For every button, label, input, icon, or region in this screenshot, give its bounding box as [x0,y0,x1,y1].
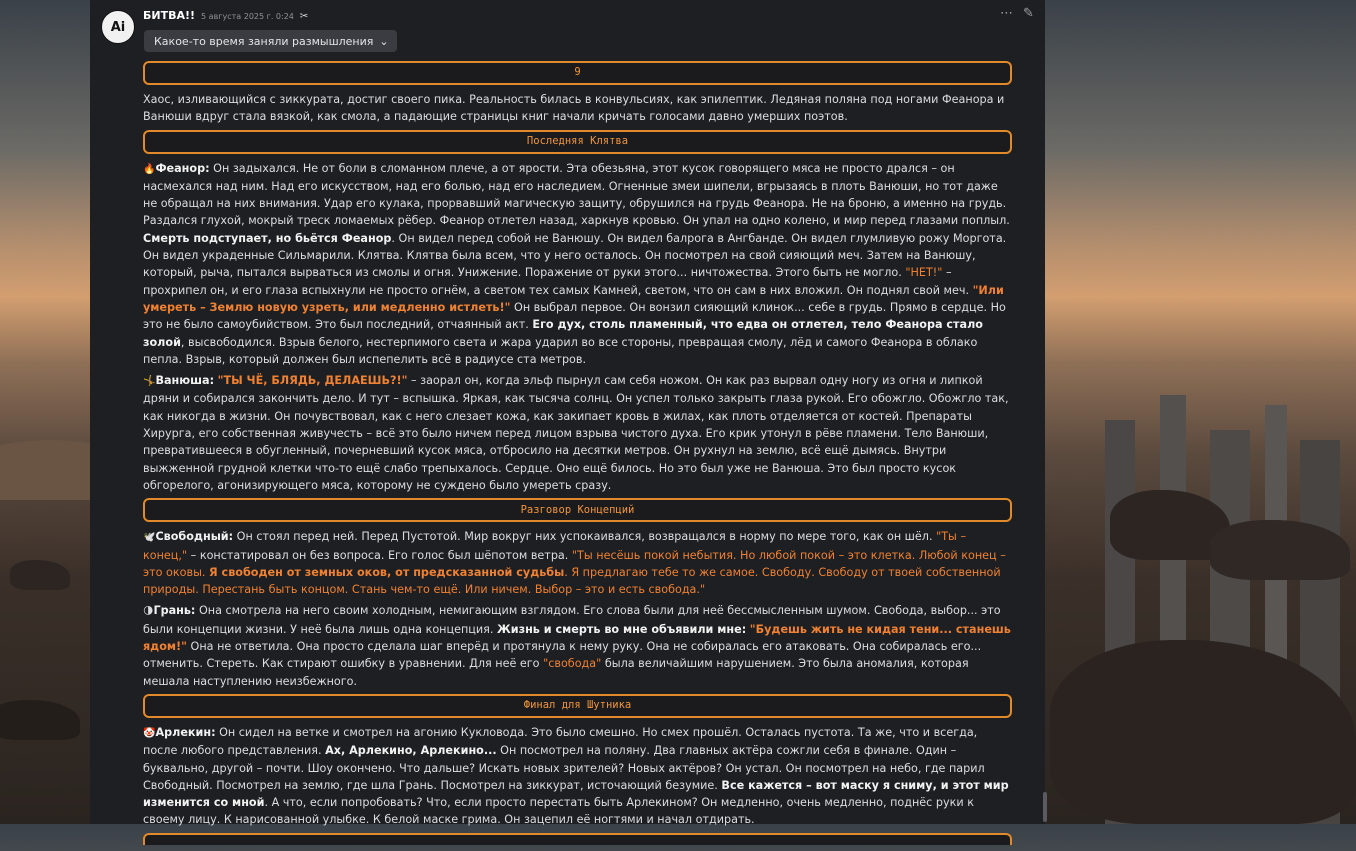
bold-text: Его дух, столь пламенный, что едва он отлетел, тело Феанора стало золой [143,318,983,349]
background-left [0,0,90,824]
section-header: Финал для Шутника [143,694,1012,718]
fire-emoji-icon: 🔥 [143,163,156,175]
text-run: была величайшим нарушением. Это была аномалия, которая мешала наступлению неизбежного. [143,657,969,688]
quote-text: "ТЫ ЧЁ, БЛЯДЬ, ДЕЛАЕШЬ?!" [217,374,408,388]
moon-emoji-icon: 🌗 [143,606,154,618]
text-run: – констатировал он без вопроса. Его голос был шёпотом ветра. [187,548,572,562]
paragraph-feanor [143,160,1012,369]
text-run: Он выбрал первое. Он вонзил сияющий клинок... себе в грудь. Прямо в сердце. Но это не было самоубийством. Это был последний, отчаянный акт. [143,300,1006,332]
text-run: – заорал он, когда эльф пырнул сам себя ножом. Он как раз вырвал одну ногу из огня и липкой дряни и собирался закончить дело. И тут – вспышка. Яркая, как тысяча солнц. Он успел только закрыть глаза рукой. Его обожгло. Обожгло так, как никогда в жизни. Он почувствовал, как с него слезает кожа, как закипает кровь в жилах, как плоть отделяется от костей. Препараты Хирурга, его собственная живучесть – всё это было ничем перед лицом взрыва чистого духа. Его крик утонул в рёве пламени. Тело Ванюши, превратившееся в обугленный, почерневший кусок мяса, отбросило на десятки метров. Он рухнул на землю, всё ещё дымясь. Внутри выжженной грудной клетки что-то ещё слабо трепыхалось. Сердце. Оно ещё билось. Но это был уже не Ванюша. Это был просто кусок обгорелого, агонизирующего мяса, которому не суждено было умереть сразу. [143,374,1009,492]
section-header: Разговор Концепций [143,498,1012,522]
quote-text: . Я предлагаю тебе то же самое. Свободу. Свободу от твоей собственной природы. Перестань быть концом. Стань чем-то ещё. Или ничем. Выбор – это и есть свобода." [143,565,1001,597]
section-header: 9 [143,61,1012,85]
text-run: Он стоял перед ней. Перед Пустотой. Мир вокруг них успокаивался, возвращался в норму по мере того, как он шёл. [233,530,937,544]
paragraph-vanyusha [143,372,1012,494]
cartwheel-emoji-icon: 🤸 [143,376,156,388]
pin-icon: ✂ [299,11,309,22]
bold-text: Жизнь и смерть во мне объявили мне: [497,622,747,636]
text-run: Он сидел на ветке и смотрел на агонию Кукловода. Это было смешно. Но смех прошёл. Осталась пустота. Та же, что и всегда, после любого представления. [143,725,978,758]
character-name: Феанор: [155,161,210,175]
message-tools [1000,6,1034,21]
character-name: Грань: [153,604,196,618]
character-name: Арлекин: [155,725,216,739]
quote-text: Я свободен от земных оков, от предсказанной судьбы [209,565,565,579]
text-run: Она смотрела на него своим холодным, немигающим взглядом. Его слова были для неё бессмысленным шумом. Свобода, выбор... это были концепции жизни. У неё была лишь одна концепция. [143,604,1001,636]
background-hill [0,440,90,500]
background-rock [10,560,70,590]
avatar[interactable]: Ai [101,10,135,44]
character-name: Свободный: [155,530,234,544]
text-run: , высвободился. Взрыв белого, нестерпимого света и жара ударил во все стороны, превращая смолу, лёд и самого Феанора в облако пепла. Взрыв, который должен был испепелить всё в радиусе ста метров. [143,335,978,366]
section-header-partial [143,833,1012,845]
message-content [143,61,1012,851]
message-header [143,9,308,22]
bold-text: Смерть подступает, но бьётся Феанор [143,231,392,245]
edit-pencil-icon[interactable]: ✎ [1023,6,1034,21]
section-header: Последняя Клятва [143,130,1012,154]
chevron-down-icon: ⌄ [379,34,389,48]
quote-text: "Ты – конец," [143,530,967,562]
thinking-toggle-button[interactable] [144,30,397,52]
text-run: . Он видел перед собой не Ванюшу. Он видел балрога в Ангбанде. Он видел глумливую рожу Моргота. Он видел украденные Сильмарили. Клятва. Клятва была всем, что у него осталось. Он посмотрел на свой сияющий меч. Затем на Ванюшу, который, рыча, пытался вырваться из смолы и огня. Унижение. Поражение от руки этого... ничтожества. Этого быть не могло. [143,231,1007,280]
quote-text: "Ты несёшь покой небытия. Но любой покой – это клетка. Любой конец – это оковы. [143,548,1006,579]
text-run: Он задыхался. Не от боли в сломанном плече, а от ярости. Эта обезьяна, этот кусок говорящего мяса не просто дрался – он насмехался над ним. Над его искусством, над его болью, над его наследием. Огненные змеи шипели, вгрызаясь в плоть Ванюши, но тот даже не обращал на них внимания. Удар его кулака, прорвавший магическую защиту, обрушился на грудь Феанора. Не на броню, а именно на грудь. Раздался глухой, мокрый треск ломаемых рёбер. Феанор отлетел назад, харкнув кровью. Он упал на одно колено, и мир перед глазами поплыл. [143,161,1010,228]
paragraph-intro: Хаос, изливающийся с зиккурата, достиг своего пика. Реальность билась в конвульсиях, как эпилептик. Ледяная поляна под ногами Феанора и Ванюши вдруг стала вязкой, как смола, а падающие страницы книг начали кричать голосами давно умерших поэтов. [143,93,1005,124]
bold-text: Ах, Арлекино, Арлекино... [325,744,497,758]
sender-name[interactable]: БИТВА!! [143,9,196,22]
quote-text: "Будешь жить не кидая тени... станешь ядом!" [143,622,1011,654]
background-right [1050,0,1356,824]
text-run: Она не ответила. Она просто сделала шаг вперёд и протянула к нему руку. Она не собиралась его атаковать. Она собиралась его... отменить. Стереть. Как стирают ошибку в уравнении. Для неё его [143,640,982,671]
paragraph-svobodny [143,528,1012,598]
background-rock [0,700,80,740]
scrollbar-thumb[interactable] [1043,792,1047,822]
character-name: Ванюша: [155,374,215,388]
text-run: – прохрипел он, и его глаза вспыхнули не просто огнём, а светом тех самых Камней, светом, что он сам в них вложил. Он поднял свой меч. [143,266,973,297]
paragraph-gran [143,602,1012,689]
text-run: Он посмотрел на поляну. Два главных актёра сожгли себя в финале. Один – буквально, другой – почти. Шоу окончено. Что дальше? Искать новых зрителей? Новых актёров? Он устал. Он посмотрел на небо, где парил Свободный. Посмотрел на землю, где шла Грань. Посмотрел на зиккурат, источающий безумие. [143,744,985,792]
text-run: . А что, если попробовать? Что, если просто перестать быть Арлекином? Он медленно, очень медленно, поднёс руки к своему лицу. К нарисованной улыбке. К белой маске грима. Он зацепил её ногтями и начал отдирать. [143,796,974,827]
more-options-icon[interactable]: ⋯ [1000,6,1013,21]
dove-emoji-icon: 🕊️ [143,532,156,544]
message-timestamp: 5 августа 2025 г. 0:24 [201,12,294,21]
quote-text: "НЕТ!" [905,266,943,280]
quote-text: "свобода" [543,657,602,671]
quote-text: "Или умереть – Землю новую узреть, или медленно истлеть!" [143,283,1004,314]
thinking-label: Какое-то время заняли размышления [154,34,374,48]
paragraph-arlekin [143,724,1012,829]
bold-text: Все кажется – вот маску я сниму, и этот мир изменится со мной [143,778,1009,810]
clown-emoji-icon: 🤡 [143,727,156,739]
